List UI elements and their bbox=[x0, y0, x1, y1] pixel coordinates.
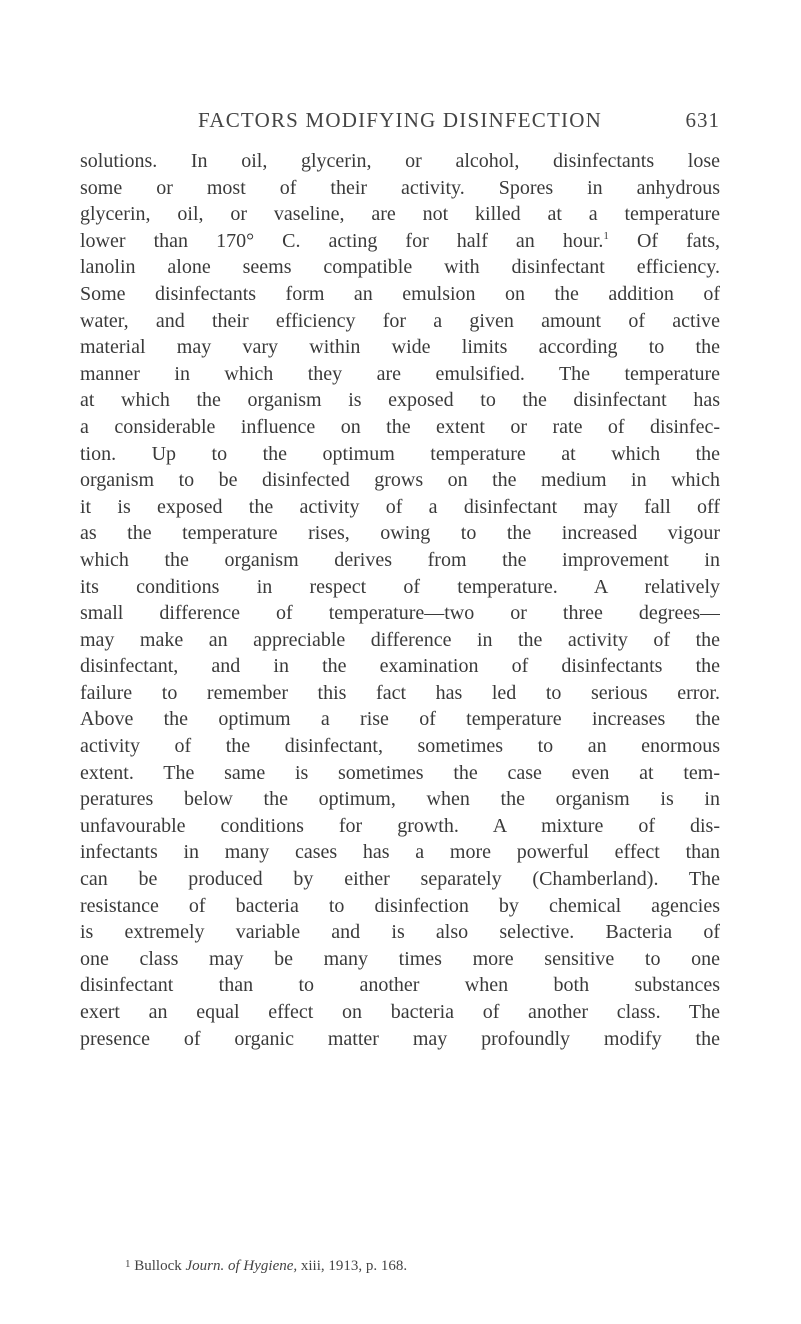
text-line: water, and their efficiency for a given amount of active bbox=[80, 309, 720, 332]
text-line: peratures below the optimum, when the organism is in bbox=[80, 788, 720, 811]
text-line: failure to remember this fact has led to serious error. bbox=[80, 681, 720, 704]
running-head bbox=[80, 108, 720, 138]
text-line: extent. The same is sometimes the case even at tem- bbox=[80, 761, 720, 784]
footnote-details: xiii, 1913, p. 168. bbox=[297, 1258, 408, 1274]
text-line: it is exposed the activity of a disinfectant may fall off bbox=[80, 495, 720, 518]
text-line: one class may be many times more sensitive to one bbox=[80, 947, 720, 970]
footnote-reference: 1 bbox=[603, 229, 609, 242]
text-line: tion. Up to the optimum temperature at which the bbox=[80, 442, 720, 465]
text-line: exert an equal effect on bacteria of another class. The bbox=[80, 1001, 720, 1023]
footnote bbox=[125, 1256, 685, 1276]
footnote-marker: 1 bbox=[125, 1258, 131, 1270]
body-paragraph bbox=[80, 148, 720, 1052]
text-line: glycerin, oil, or vaseline, are not killed at a temperature bbox=[80, 203, 720, 226]
text-line: may make an appreciable difference in the activity of the bbox=[80, 628, 720, 651]
book-page bbox=[80, 0, 720, 1324]
text-line: disinfectant than to another when both substances bbox=[80, 974, 720, 997]
text-line-part: lower than 170° C. acting for half an hour. bbox=[80, 229, 604, 252]
text-line: presence of organic matter may profoundly modify the bbox=[80, 1027, 720, 1050]
text-line: activity of the disinfectant, sometimes to an enormous bbox=[80, 735, 720, 758]
text-line: its conditions in respect of temperature. A relatively bbox=[80, 575, 720, 598]
text-line: organism to be disinfected grows on the medium in which bbox=[80, 469, 720, 492]
text-line: a considerable influence on the extent or rate of disinfec- bbox=[80, 415, 720, 438]
text-line: Some disinfectants form an emulsion on the addition of bbox=[80, 282, 720, 305]
text-line: manner in which they are emulsified. The temperature bbox=[80, 362, 720, 385]
text-line: as the temperature rises, owing to the increased vigour bbox=[80, 522, 720, 545]
text-line: which the organism derives from the improvement in bbox=[80, 548, 720, 571]
footnote-author: Bullock bbox=[130, 1258, 186, 1274]
text-line bbox=[80, 228, 720, 255]
text-line: is extremely variable and is also selective. Bacteria of bbox=[80, 921, 720, 944]
text-line: lanolin alone seems compatible with disinfectant efficiency. bbox=[80, 256, 720, 279]
text-line: material may vary within wide limits according to the bbox=[80, 336, 720, 359]
text-line: solutions. In oil, glycerin, or alcohol, disinfectants lose bbox=[80, 150, 720, 172]
text-line: can be produced by either separately (Chamberland). The bbox=[80, 868, 720, 891]
text-line: at which the organism is exposed to the disinfectant has bbox=[80, 389, 720, 412]
text-line-part: Of fats, bbox=[608, 229, 720, 252]
running-title: FACTORS MODIFYING DISINFECTION bbox=[198, 108, 602, 132]
text-line: infectants in many cases has a more powerful effect than bbox=[80, 841, 720, 864]
text-line: some or most of their activity. Spores in anhydrous bbox=[80, 176, 720, 199]
page-number: 631 bbox=[685, 108, 720, 132]
text-line: resistance of bacteria to disinfection by chemical agencies bbox=[80, 894, 720, 917]
footnote-journal: Journ. of Hygiene, bbox=[185, 1258, 298, 1274]
text-line: Above the optimum a rise of temperature increases the bbox=[80, 708, 720, 731]
text-line: disinfectant, and in the examination of disinfectants the bbox=[80, 655, 720, 678]
text-line: unfavourable conditions for growth. A mixture of dis- bbox=[80, 814, 720, 837]
text-line: small difference of temperature—two or three degrees— bbox=[80, 602, 720, 625]
